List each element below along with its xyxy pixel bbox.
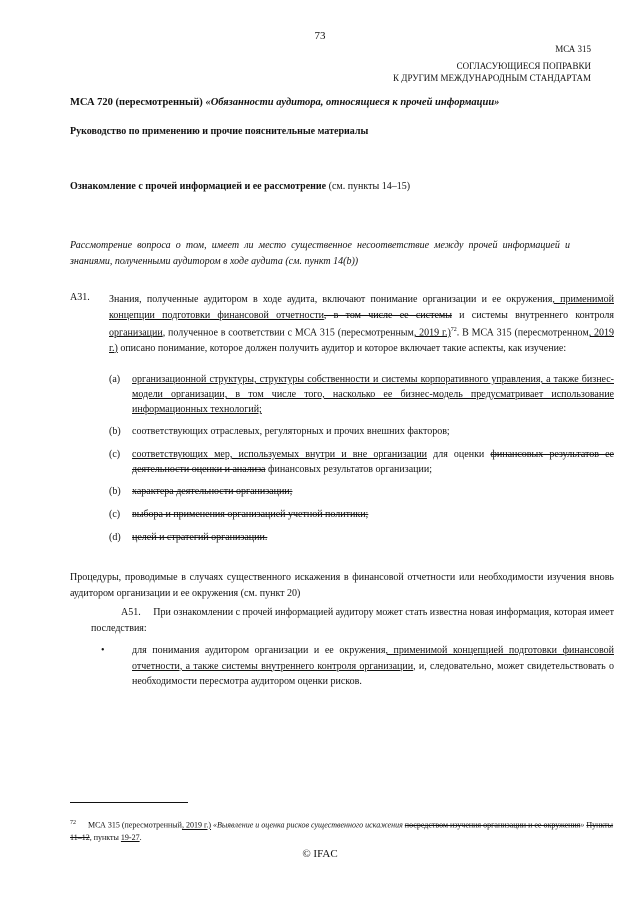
footnote-italic: «Выявление и оценка рисков существенного искажения xyxy=(213,820,405,830)
list-item-deleted: выбора и применения организацией учетной политики; xyxy=(132,509,369,520)
list-item-text: для оценки xyxy=(427,449,491,460)
title-prefix: МСА 720 (пересмотренный) xyxy=(70,97,206,108)
a31-deleted-1: , в том числе ее системы xyxy=(323,309,452,321)
a31-inserted-3: , 2019 г.) xyxy=(413,327,451,339)
a31-inserted-4: , 2019 г.) xyxy=(109,327,614,354)
list-item-text: финансовых результатов организации; xyxy=(265,464,432,475)
list-item-label: (d) xyxy=(109,532,121,543)
a31-text-2: и системы внутреннего контроля xyxy=(451,309,614,321)
footnote-deleted: посредством изучения организации и ее окружения xyxy=(404,820,581,830)
a31-text-1: Знания, полученные аудитором в ходе аудита, включают понимание организации и ее окружения xyxy=(109,294,553,305)
a31-text-3: , полученное в соответствии с МСА 315 (пересмотренным xyxy=(162,327,414,339)
running-header xyxy=(393,60,591,84)
footnote-inserted-ref: 19-27 xyxy=(120,832,140,842)
header-line-1: СОГЛАСУЮЩИЕСЯ ПОПРАВКИ xyxy=(456,61,591,71)
a31-text-5: описано понимание, которое должен получить аудитор и которое включает такие аспекты, как изучение: xyxy=(117,342,567,354)
procedures-heading: Процедуры, проводимые в случаях существенного искажения в финансовой отчетности или необходимости изучения вновь аудитором организации и ее окружения (см. пункт 20) xyxy=(70,572,614,599)
footnote-number: 72 xyxy=(70,820,76,826)
list-item-text: соответствующих отраслевых, регуляторных и прочих внешних факторов; xyxy=(132,426,450,437)
list-item-inserted: организационной структуры, структуры собственности и системы корпоративного управления, а также бизнес-модели организации, в том числе того, насколько ее бизнес-модель предусматривает использование информационных технологий; xyxy=(132,374,614,415)
footnote-deleted-ref: Пункты 11–12 xyxy=(70,820,614,842)
a31-inserted-2: организации xyxy=(109,327,163,339)
bullet-text-1: для понимания аудитором организации и ее окружения xyxy=(132,645,386,656)
bullet-inserted: , применимой концепцией подготовки финансовой отчетности, а также системы внутреннего контроля организации xyxy=(132,645,614,672)
footnote xyxy=(70,817,614,844)
page-number: 73 xyxy=(314,30,326,42)
section-heading-ref: (см. пункты 14–15) xyxy=(326,181,411,192)
copyright-footer: © IFAC xyxy=(302,848,338,860)
footnote-text: МСА 315 (пересмотренный xyxy=(88,820,182,830)
bullet-text-2: , и, следовательно, может свидетельствовать о необходимости пересмотра аудитором оценки рисков. xyxy=(132,660,614,687)
list-item-label: (c) xyxy=(109,449,121,460)
list-item xyxy=(109,507,614,522)
footnote-ref[interactable]: 72 xyxy=(450,327,457,333)
paragraph-a51 xyxy=(91,605,614,636)
footnote-text: , пункты xyxy=(89,832,121,842)
header-line-2: К ДРУГИМ МЕЖДУНАРОДНЫМ СТАНДАРТАМ xyxy=(393,73,591,83)
section-heading xyxy=(70,181,410,192)
paragraph-a31 xyxy=(109,292,614,356)
a51-text: При ознакомлении с прочей информацией аудитору может стать известна новая информация, которая имеет последствия: xyxy=(91,607,614,634)
list-item-label: (b) xyxy=(109,426,121,437)
paragraph-label-a51: A51. xyxy=(121,607,141,618)
list-item xyxy=(109,484,614,499)
list-item-label: (b) xyxy=(109,486,121,497)
list-item xyxy=(109,372,614,417)
list-item xyxy=(109,424,614,439)
a31-inserted-1: , применимой концепции подготовки финансовой отчетности xyxy=(109,294,614,321)
list-item-deleted: характера деятельности организации; xyxy=(132,486,293,497)
footnote-italic-end: » xyxy=(580,820,585,830)
italic-subheading: Рассмотрение вопроса о том, имеет ли место существенное несоответствие между прочей информацией и знаниями, полученными аудитором в ходе аудита (см. пункт 14(b)) xyxy=(70,240,570,267)
list-item xyxy=(109,530,614,545)
list-item-inserted: соответствующих мер, используемых внутри и вне организации xyxy=(132,449,428,460)
list-item-label: (a) xyxy=(109,374,121,385)
document-title xyxy=(70,97,499,108)
subtitle: Руководство по применению и прочие пояснительные материалы xyxy=(70,126,369,137)
section-heading-bold: Ознакомление с прочей информацией и ее рассмотрение xyxy=(70,181,327,192)
title-italic: «Обязанности аудитора, относящиеся к прочей информации» xyxy=(205,97,500,108)
footnote-divider xyxy=(70,802,188,803)
list-item-label: (c) xyxy=(109,509,121,520)
footnote-inserted: , 2019 г.) xyxy=(181,820,211,830)
list-item-deleted: целей и стратегий организации. xyxy=(132,532,268,543)
list-item-deleted: финансовых результатов ее деятельности оценки и анализа xyxy=(132,449,614,475)
paragraph-label-a31: A31. xyxy=(70,292,90,303)
a31-text-4: . В МСА 315 (пересмотренном xyxy=(456,327,589,339)
standard-label: МСА 315 xyxy=(555,44,591,54)
list-item xyxy=(109,447,614,477)
footnote-end: . xyxy=(139,832,142,842)
bullet-icon: • xyxy=(101,645,105,656)
bullet-item xyxy=(101,643,614,690)
